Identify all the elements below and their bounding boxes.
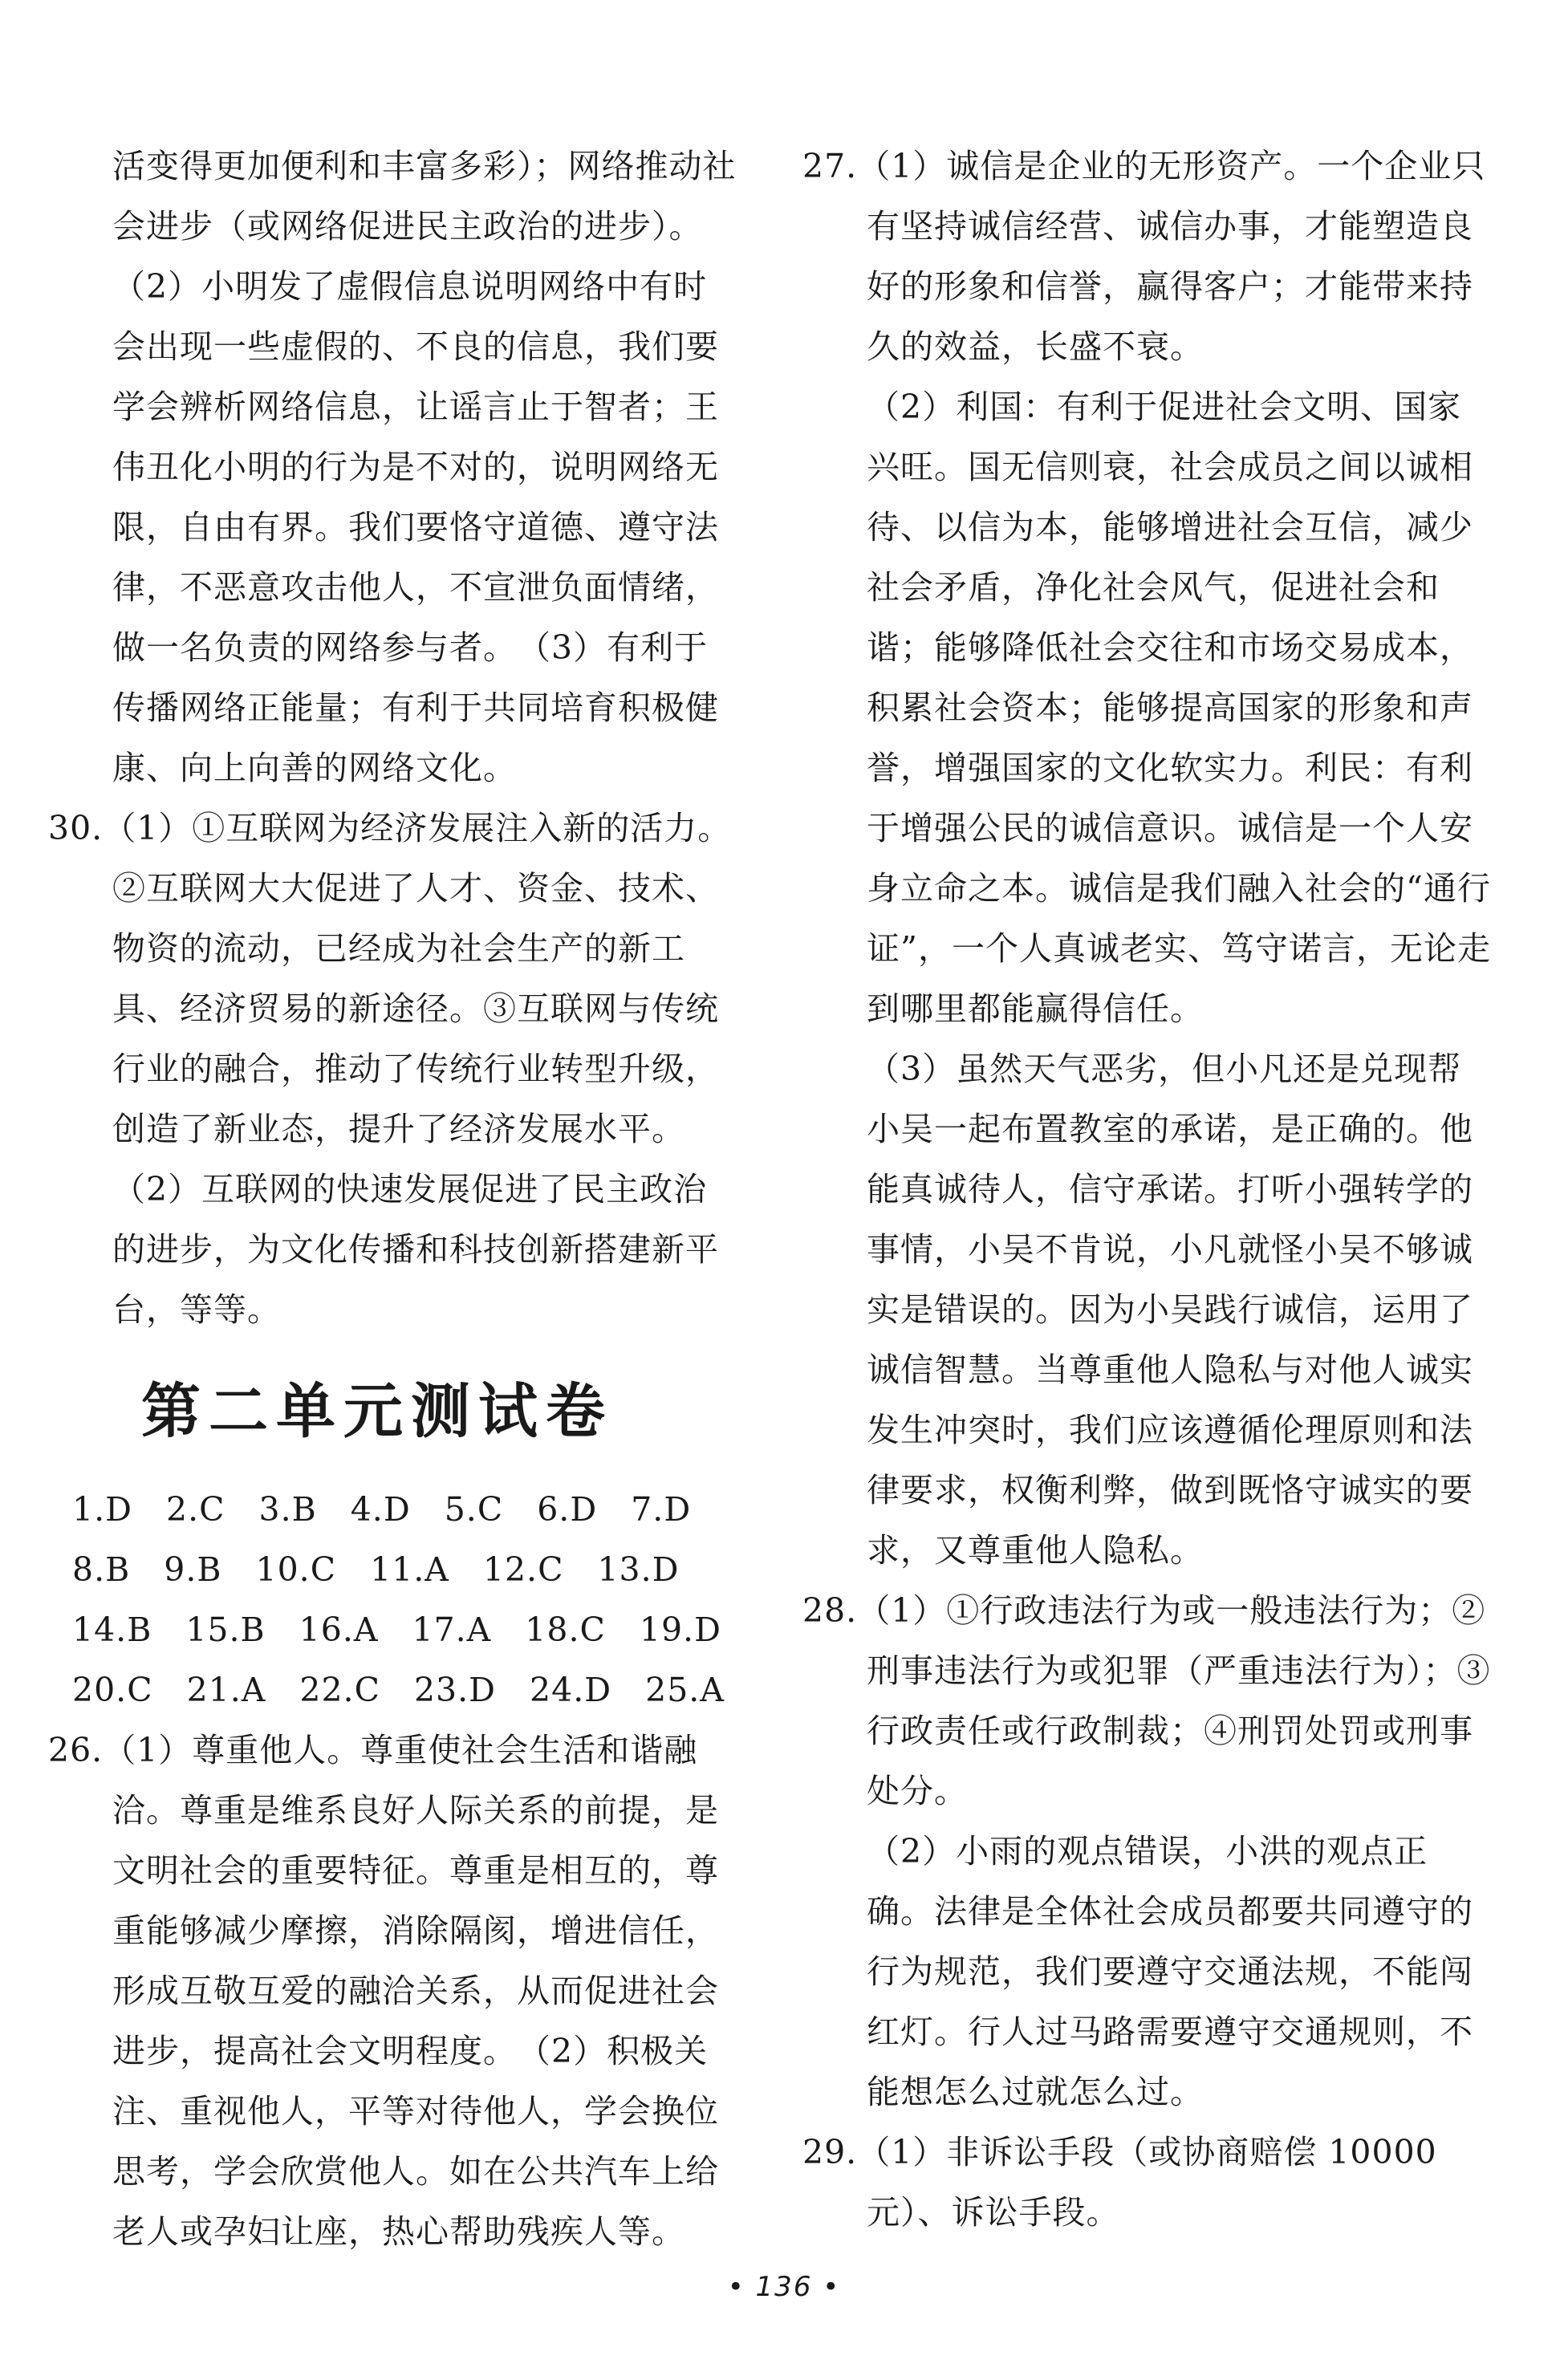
answer-29-part-2-3: （2）小明发了虚假信息说明网络中有时会出现一些虚假的、不良的信息，我们要学会辨析网络信息，让谣言止于智者；王伟丑化小明的行为是不对的，说明网络无限，自由有界。我们要恪守道德、遵守法律，不恶意攻击他人，不宣泄负面情绪，做一名负责的网络参与者。 （3）有利于传播网络正能量；有利于共同培育积极健康、向上向善的网络文化。 (112, 267, 719, 787)
multiple-choice-answers (48, 1480, 738, 1720)
answer-29-part-1: 29.（1）非诉讼手段（或协商赔偿 10000 元）、诉讼手段。 (802, 2133, 1437, 2232)
right-column (802, 136, 1493, 2243)
answer-27-part-2: （2）利国：有利于促进社会文明、国家兴旺。国无信则衰，社会成员之间以诚相待、以信为本，能够增进社会互信，减少社会矛盾，净化社会风气，促进社会和谐；能够降低社会交往和市场交易成本，积累社会资本；能够提高国家的形象和声誉，增强国家的文化软实力。利民：有利于增强公民的诚信意识。诚信是一个人安身立命之本。诚信是我们融入社会的“通行证”，一个人真诚老实、笃守诺言，无论走到哪里都能赢得信任。 (867, 388, 1491, 1028)
answer-27-part-1: 27.（1）诚信是企业的无形资产。一个企业只有坚持诚信经营、诚信办事，才能塑造良好的形象和信誉，赢得客户；才能带来持久的效益，长盛不衰。 (802, 147, 1486, 366)
answer-30-part-2: （2）互联网的快速发展促进了民主政治的进步，为文化传播和科技创新搭建新平台，等等。 (112, 1170, 719, 1329)
answer-row: 8.B 9.B 10.C 11.A 12.C 13.D (72, 1550, 680, 1589)
answer-28-part-1: 28.（1）①行政违法行为或一般违法行为；②刑事违法行为或犯罪（严重违法行为）；③行政责任或行政制裁；④刑罚处罚或刑事处分。 (802, 1591, 1491, 1810)
paragraph-continuation: 活变得更加便利和丰富多彩）；网络推动社会进步（或网络促进民主政治的进步）。 (112, 147, 737, 246)
answer-row: 1.D 2.C 3.B 4.D 5.C 6.D 7.D (72, 1490, 692, 1529)
answer-27-part-3: （3）虽然天气恶劣，但小凡还是兑现帮小吴一起布置教室的承诺，是正确的。他能真诚待人，信守承诺。打听小强转学的事情，小吴不肯说，小凡就怪小吴不够诚实是错误的。因为小吴践行诚信，运用了诚信智慧。当尊重他人隐私与对他人诚实发生冲突时，我们应该遵循伦理原则和法律要求，权衡利弊，做到既恪守诚实的要求，又尊重他人隐私。 (867, 1050, 1473, 1570)
page-number: • 136 • (727, 2271, 841, 2303)
left-column (48, 136, 738, 2262)
answer-30-part-1: 30.（1）①互联网为经济发展注入新的活力。②互联网大大促进了人才、资金、技术、物资的流动，已经成为社会生产的新工具、经济贸易的新途径。③互联网与传统行业的融合，推动了传统行业转型升级，创造了新业态，提升了经济发展水平。 (48, 809, 732, 1148)
answer-26: 26.（1）尊重他人。尊重使社会生活和谐融洽。尊重是维系良好人际关系的前提，是文明社会的重要特征。尊重是相互的，尊重能够减少摩擦，消除隔阂，增进信任，形成互敬互爱的融洽关系，从而促进社会进步，提高社会文明程度。 （2）积极关注、重视他人，平等对待他人，学会换位思考，学会欣赏他人。如在公共汽车上给老人或孕妇让座，热心帮助残疾人等。 (48, 1731, 719, 2251)
unit-title: 第二单元测试卷 (141, 1377, 613, 1446)
answer-row: 14.B 15.B 16.A 17.A 18.C 19.D (72, 1611, 721, 1649)
answer-row: 20.C 21.A 22.C 23.D 24.D 25.A (72, 1671, 725, 1709)
answer-28-part-2: （2）小雨的观点错误，小洪的观点正确。法律是全体社会成员都要共同遵守的行为规范，我们要遵守交通法规，不能闯红灯。行人过马路需要遵守交通规则，不能想怎么过就怎么过。 (867, 1832, 1473, 2111)
